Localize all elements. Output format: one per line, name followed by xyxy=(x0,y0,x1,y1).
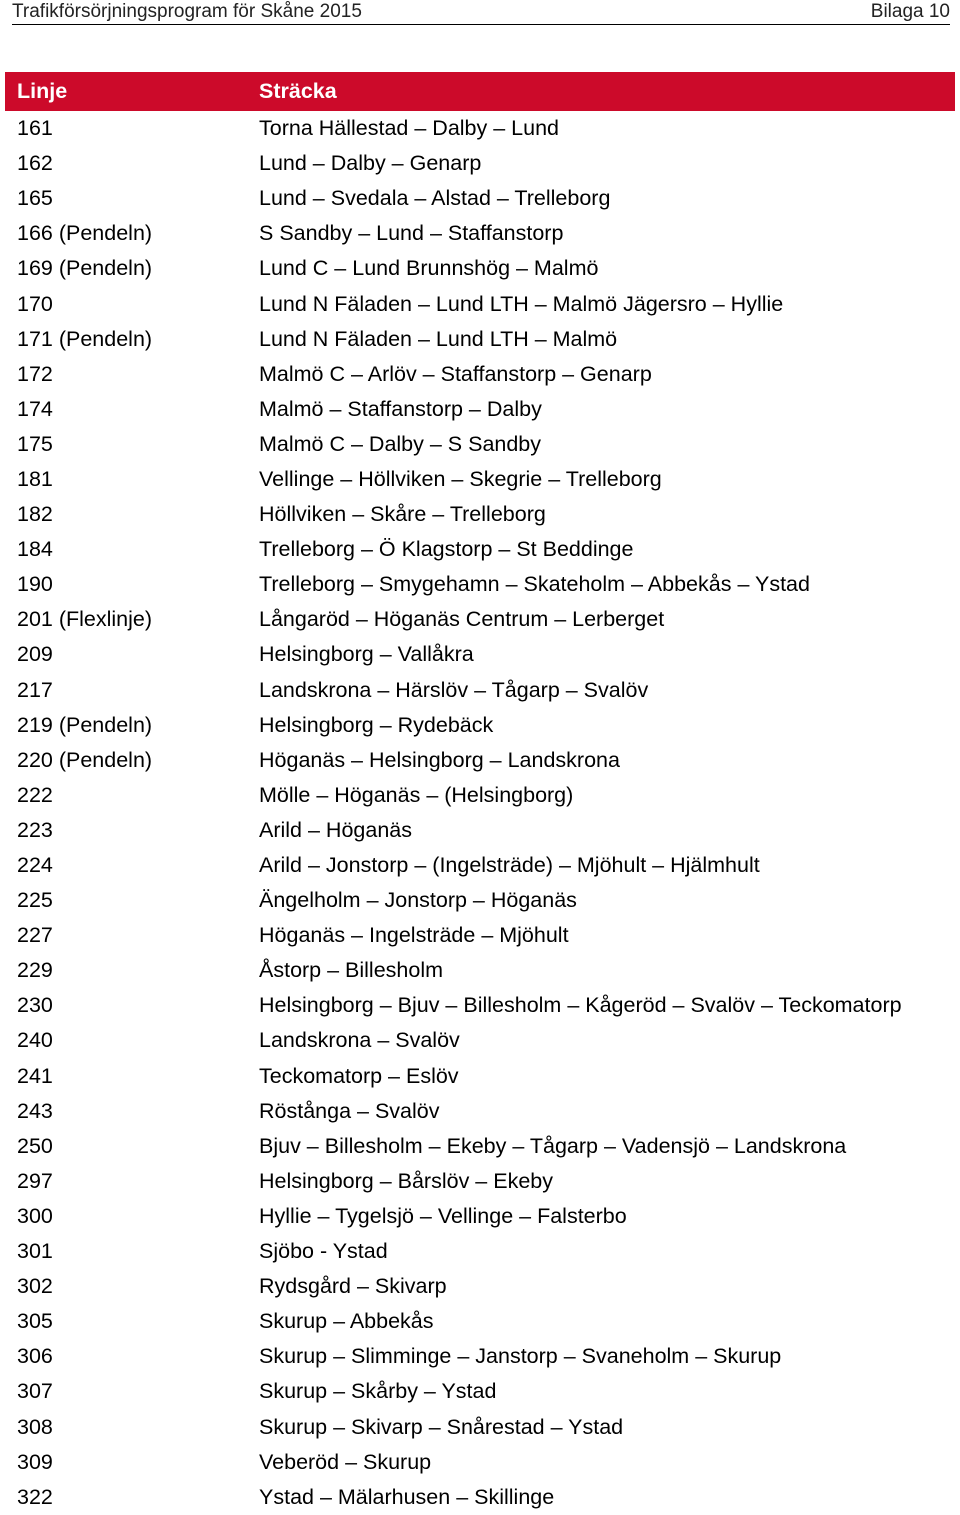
table-row xyxy=(5,1129,955,1164)
table-row xyxy=(5,1269,955,1304)
line-number-cell: 302 xyxy=(17,1274,53,1299)
route-cell: Helsingborg – Vallåkra xyxy=(259,642,474,667)
route-cell: Mölle – Höganäs – (Helsingborg) xyxy=(259,782,574,807)
table-row xyxy=(5,1480,955,1515)
route-cell: Ängelholm – Jonstorp – Höganäs xyxy=(259,888,577,913)
line-number-cell: 307 xyxy=(17,1379,53,1404)
table-row xyxy=(5,637,955,672)
table-row xyxy=(5,181,955,216)
line-number-cell: 229 xyxy=(17,958,53,983)
table-row xyxy=(5,1339,955,1374)
route-cell: Skurup – Skivarp – Snårestad – Ystad xyxy=(259,1414,624,1439)
line-number-cell: 309 xyxy=(17,1449,53,1474)
line-number-cell: 241 xyxy=(17,1063,53,1088)
route-cell: Torna Hällestad – Dalby – Lund xyxy=(259,116,559,141)
route-cell: Höganäs – Helsingborg – Landskrona xyxy=(259,747,620,772)
line-number-cell: 182 xyxy=(17,502,53,527)
route-cell: S Sandby – Lund – Staffanstorp xyxy=(259,221,564,246)
line-number-cell: 161 xyxy=(17,116,53,141)
table-row xyxy=(5,532,955,567)
table-row xyxy=(5,1409,955,1444)
table-row xyxy=(5,1445,955,1480)
route-cell: Trelleborg – Ö Klagstorp – St Beddinge xyxy=(259,537,634,562)
column-header-line: Linje xyxy=(5,72,247,111)
document-title: Trafikförsörjningsprogram för Skåne 2015 xyxy=(12,1,362,22)
table-row xyxy=(5,883,955,918)
line-number-cell: 217 xyxy=(17,677,53,702)
line-number-cell: 225 xyxy=(17,888,53,913)
line-number-cell: 181 xyxy=(17,466,53,491)
table-row xyxy=(5,1199,955,1234)
route-cell: Trelleborg – Smygehamn – Skateholm – Abbekås – Ystad xyxy=(259,572,810,597)
line-number-cell: 201 (Flexlinje) xyxy=(17,607,153,632)
line-number-cell: 301 xyxy=(17,1239,53,1264)
route-cell: Höganäs – Ingelsträde – Mjöhult xyxy=(259,923,569,948)
route-cell: Lund C – Lund Brunnshög – Malmö xyxy=(259,256,599,281)
table-row xyxy=(5,988,955,1023)
route-cell: Malmö – Staffanstorp – Dalby xyxy=(259,396,542,421)
route-cell: Helsingborg – Rydebäck xyxy=(259,712,494,737)
table-row xyxy=(5,602,955,637)
line-number-cell: 170 xyxy=(17,291,53,316)
route-cell: Vellinge – Höllviken – Skegrie – Trelleborg xyxy=(259,466,662,491)
route-cell: Helsingborg – Bjuv – Billesholm – Kågeröd – Svalöv – Teckomatorp xyxy=(259,993,902,1018)
table-row xyxy=(5,392,955,427)
line-number-cell: 220 (Pendeln) xyxy=(17,747,153,772)
line-number-cell: 209 xyxy=(17,642,53,667)
line-number-cell: 297 xyxy=(17,1168,53,1193)
route-cell: Veberöd – Skurup xyxy=(259,1449,432,1474)
table-row xyxy=(5,251,955,286)
route-cell: Skurup – Abbekås xyxy=(259,1309,434,1334)
table-row xyxy=(5,673,955,708)
line-number-cell: 300 xyxy=(17,1203,53,1228)
route-cell: Åstorp – Billesholm xyxy=(259,958,444,983)
line-number-cell: 172 xyxy=(17,361,53,386)
table-row xyxy=(5,1164,955,1199)
table-row xyxy=(5,1023,955,1058)
route-cell: Helsingborg – Bårslöv – Ekeby xyxy=(259,1168,553,1193)
page-header xyxy=(12,0,950,25)
table-row xyxy=(5,743,955,778)
table-row xyxy=(5,848,955,883)
table-row xyxy=(5,918,955,953)
line-number-cell: 165 xyxy=(17,186,53,211)
route-cell: Arild – Höganäs xyxy=(259,817,412,842)
line-number-cell: 243 xyxy=(17,1098,53,1123)
column-header-route: Sträcka xyxy=(247,72,955,111)
table-row xyxy=(5,1094,955,1129)
table-row xyxy=(5,1059,955,1094)
table-row xyxy=(5,813,955,848)
table-row xyxy=(5,497,955,532)
route-table xyxy=(5,72,955,1515)
route-cell: Skurup – Skårby – Ystad xyxy=(259,1379,497,1404)
line-number-cell: 162 xyxy=(17,151,53,176)
line-number-cell: 184 xyxy=(17,537,53,562)
line-number-cell: 169 (Pendeln) xyxy=(17,256,153,281)
line-number-cell: 190 xyxy=(17,572,53,597)
table-row xyxy=(5,286,955,321)
table-row xyxy=(5,1374,955,1409)
table-row xyxy=(5,567,955,602)
table-row xyxy=(5,953,955,988)
table-row xyxy=(5,357,955,392)
route-cell: Landskrona – Svalöv xyxy=(259,1028,460,1053)
table-row xyxy=(5,216,955,251)
line-number-cell: 322 xyxy=(17,1484,53,1509)
table-row xyxy=(5,708,955,743)
line-number-cell: 227 xyxy=(17,923,53,948)
table-row xyxy=(5,778,955,813)
table-row xyxy=(5,1234,955,1269)
line-number-cell: 222 xyxy=(17,782,53,807)
route-cell: Lund N Fäladen – Lund LTH – Malmö xyxy=(259,326,618,351)
route-cell: Arild – Jonstorp – (Ingelsträde) – Mjöhult – Hjälmhult xyxy=(259,853,760,878)
route-cell: Höllviken – Skåre – Trelleborg xyxy=(259,502,546,527)
route-cell: Långaröd – Höganäs Centrum – Lerberget xyxy=(259,607,665,632)
table-row xyxy=(5,462,955,497)
line-number-cell: 219 (Pendeln) xyxy=(17,712,153,737)
route-cell: Malmö C – Dalby – S Sandby xyxy=(259,431,542,456)
route-cell: Lund – Svedala – Alstad – Trelleborg xyxy=(259,186,611,211)
route-cell: Sjöbo - Ystad xyxy=(259,1239,388,1264)
line-number-cell: 240 xyxy=(17,1028,53,1053)
line-number-cell: 174 xyxy=(17,396,53,421)
line-number-cell: 230 xyxy=(17,993,53,1018)
line-number-cell: 308 xyxy=(17,1414,53,1439)
route-table-body xyxy=(5,111,955,1515)
line-number-cell: 305 xyxy=(17,1309,53,1334)
line-number-cell: 224 xyxy=(17,853,53,878)
table-row xyxy=(5,427,955,462)
table-row xyxy=(5,322,955,357)
table-row xyxy=(5,146,955,181)
route-cell: Lund – Dalby – Genarp xyxy=(259,151,482,176)
route-cell: Malmö C – Arlöv – Staffanstorp – Genarp xyxy=(259,361,652,386)
route-cell: Röstånga – Svalöv xyxy=(259,1098,440,1123)
route-cell: Teckomatorp – Eslöv xyxy=(259,1063,459,1088)
route-cell: Skurup – Slimminge – Janstorp – Svaneholm – Skurup xyxy=(259,1344,782,1369)
route-cell: Rydsgård – Skivarp xyxy=(259,1274,447,1299)
line-number-cell: 223 xyxy=(17,817,53,842)
table-row xyxy=(5,111,955,146)
route-cell: Landskrona – Härslöv – Tågarp – Svalöv xyxy=(259,677,649,702)
line-number-cell: 250 xyxy=(17,1133,53,1158)
route-cell: Bjuv – Billesholm – Ekeby – Tågarp – Vadensjö – Landskrona xyxy=(259,1133,847,1158)
line-number-cell: 175 xyxy=(17,431,53,456)
line-number-cell: 306 xyxy=(17,1344,53,1369)
route-cell: Hyllie – Tygelsjö – Vellinge – Falsterbo xyxy=(259,1203,627,1228)
table-header-row xyxy=(5,72,955,111)
route-cell: Ystad – Mälarhusen – Skillinge xyxy=(259,1484,555,1509)
route-cell: Lund N Fäladen – Lund LTH – Malmö Jägersro – Hyllie xyxy=(259,291,784,316)
line-number-cell: 166 (Pendeln) xyxy=(17,221,153,246)
line-number-cell: 171 (Pendeln) xyxy=(17,326,153,351)
page-label: Bilaga 10 xyxy=(870,1,950,22)
table-row xyxy=(5,1304,955,1339)
